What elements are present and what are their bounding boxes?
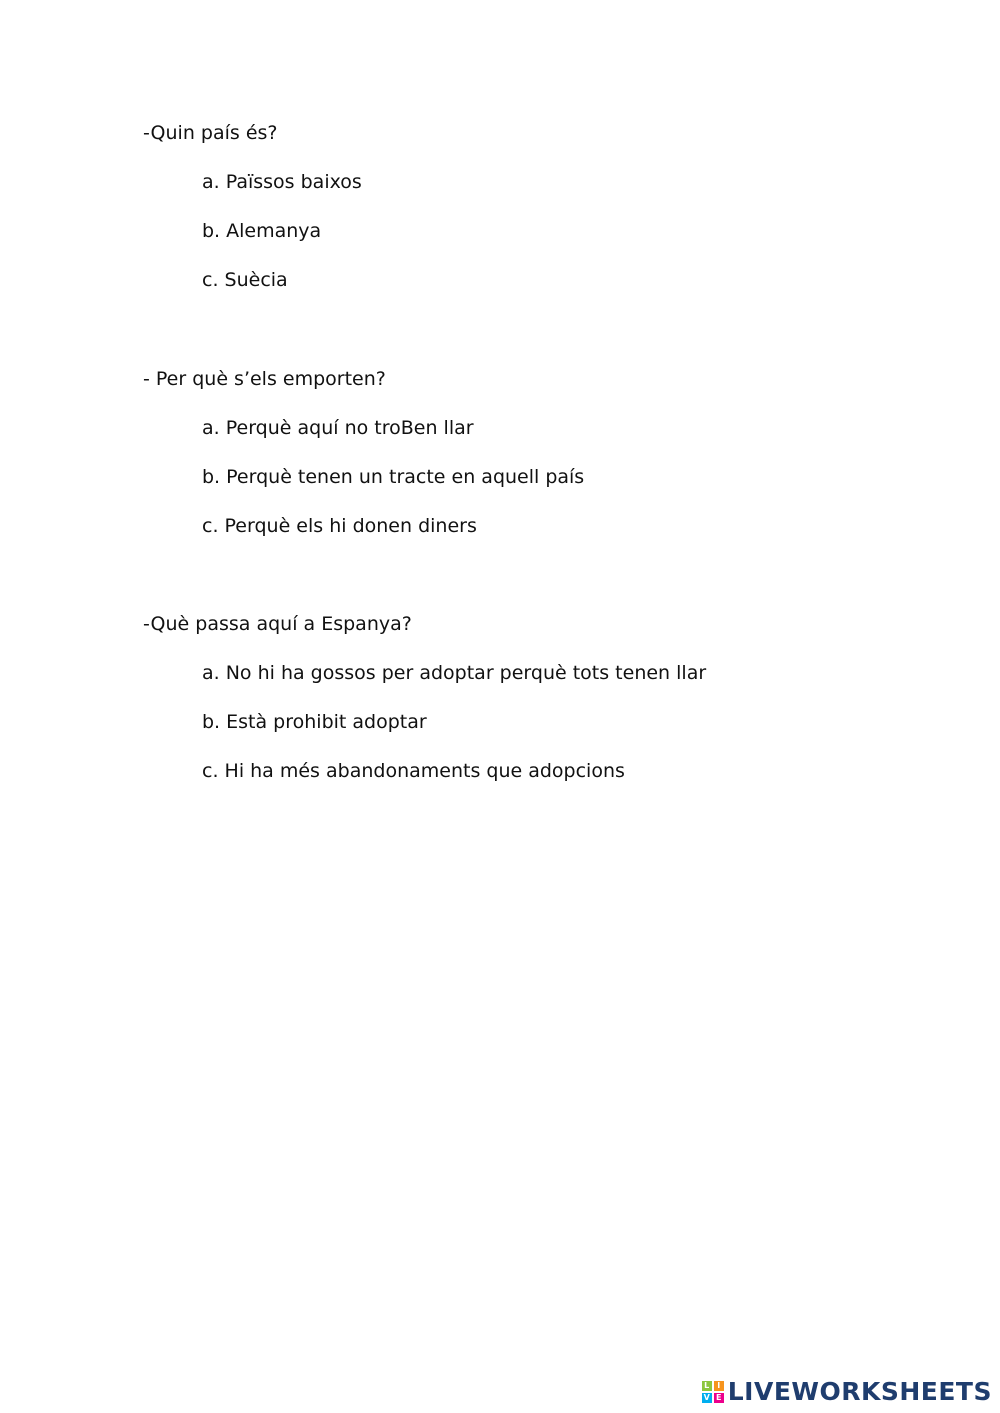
option-2a[interactable]: a. Perquè aquí no troBen llar (202, 417, 474, 439)
logo-letter-l: L (702, 1381, 712, 1391)
question-block-1 (143, 118, 362, 295)
liveworksheets-logo-text: LIVEWORKSHEETS (727, 1377, 992, 1406)
option-1c[interactable]: c. Suècia (202, 269, 288, 291)
question-block-2 (143, 364, 584, 541)
question-block-3 (143, 609, 706, 786)
option-3b[interactable]: b. Està prohibit adoptar (202, 711, 427, 733)
question-1: -Quin país és? (143, 122, 278, 144)
question-2: - Per què s’els emporten? (143, 368, 386, 390)
question-3: -Què passa aquí a Espanya? (143, 613, 412, 635)
liveworksheets-logo-icon (702, 1381, 724, 1403)
option-1a[interactable]: a. Païssos baixos (202, 171, 362, 193)
logo-letter-e: E (714, 1393, 724, 1403)
option-3a[interactable]: a. No hi ha gossos per adoptar perquè tots tenen llar (202, 662, 707, 684)
option-3c[interactable]: c. Hi ha més abandonaments que adopcions (202, 760, 625, 782)
option-2b[interactable]: b. Perquè tenen un tracte en aquell país (202, 466, 585, 488)
logo-letter-i: I (714, 1381, 724, 1391)
option-1b[interactable]: b. Alemanya (202, 220, 322, 242)
option-2c[interactable]: c. Perquè els hi donen diners (202, 515, 477, 537)
logo-letter-v: V (703, 1393, 710, 1402)
liveworksheets-logo (702, 1377, 992, 1407)
